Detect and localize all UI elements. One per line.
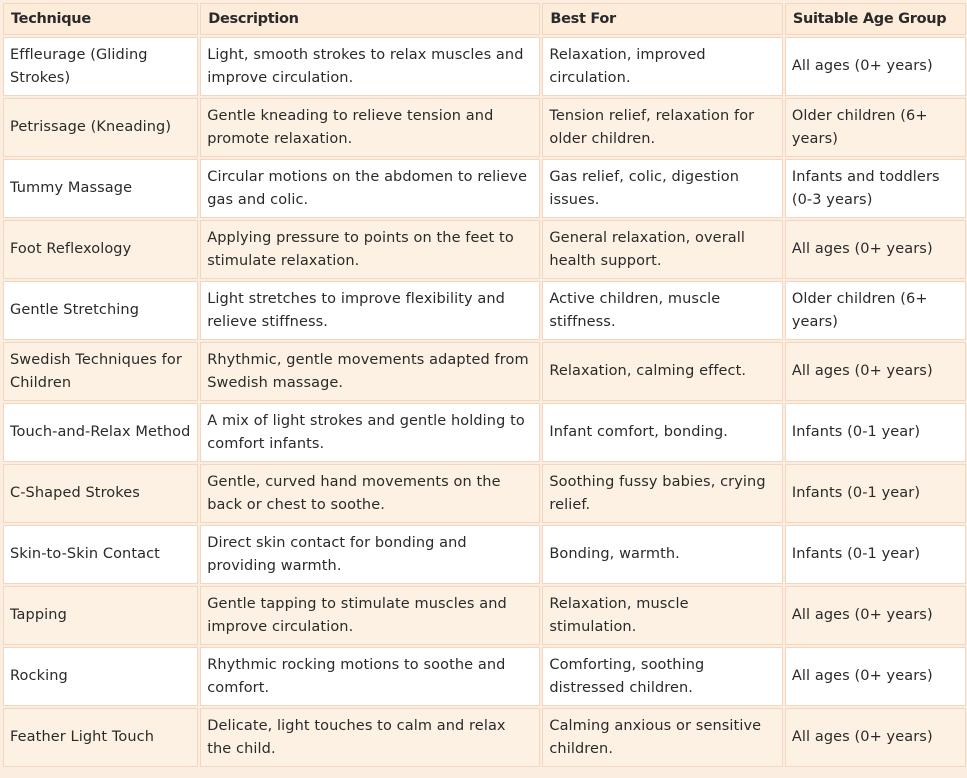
cell-technique: Gentle Stretching [3, 281, 198, 340]
cell-best-for: Relaxation, muscle stimulation. [542, 586, 783, 645]
cell-description: Applying pressure to points on the feet to stimulate relaxation. [200, 220, 540, 279]
cell-age-group: All ages (0+ years) [785, 647, 966, 706]
cell-description: Delicate, light touches to calm and relax the child. [200, 708, 540, 767]
cell-technique: C-Shaped Strokes [3, 464, 198, 523]
table-row [3, 159, 966, 218]
cell-description: Light, smooth strokes to relax muscles and improve circulation. [200, 37, 540, 96]
cell-best-for: Soothing fussy babies, crying relief. [542, 464, 783, 523]
cell-age-group: All ages (0+ years) [785, 708, 966, 767]
header-technique: Technique [3, 3, 198, 35]
table-header-row [3, 3, 966, 35]
cell-description: Light stretches to improve flexibility and relieve stiffness. [200, 281, 540, 340]
cell-technique: Swedish Techniques for Children [3, 342, 198, 401]
table-row [3, 586, 966, 645]
cell-age-group: All ages (0+ years) [785, 220, 966, 279]
cell-age-group: Infants (0-1 year) [785, 464, 966, 523]
cell-best-for: Bonding, warmth. [542, 525, 783, 584]
cell-best-for: Relaxation, calming effect. [542, 342, 783, 401]
cell-description: Rhythmic, gentle movements adapted from Swedish massage. [200, 342, 540, 401]
cell-description: Direct skin contact for bonding and providing warmth. [200, 525, 540, 584]
table-row [3, 220, 966, 279]
cell-best-for: Tension relief, relaxation for older children. [542, 98, 783, 157]
table-row [3, 647, 966, 706]
header-description: Description [200, 3, 540, 35]
header-best-for: Best For [542, 3, 783, 35]
header-age-group: Suitable Age Group [785, 3, 966, 35]
cell-technique: Tummy Massage [3, 159, 198, 218]
table-row [3, 708, 966, 767]
cell-age-group: Infants (0-1 year) [785, 525, 966, 584]
cell-technique: Petrissage (Kneading) [3, 98, 198, 157]
cell-best-for: Gas relief, colic, digestion issues. [542, 159, 783, 218]
cell-age-group: Infants and toddlers (0-3 years) [785, 159, 966, 218]
cell-age-group: All ages (0+ years) [785, 586, 966, 645]
cell-technique: Foot Reflexology [3, 220, 198, 279]
table-row [3, 281, 966, 340]
cell-best-for: Relaxation, improved circulation. [542, 37, 783, 96]
table-row [3, 464, 966, 523]
cell-age-group: All ages (0+ years) [785, 342, 966, 401]
cell-technique: Skin-to-Skin Contact [3, 525, 198, 584]
cell-technique: Rocking [3, 647, 198, 706]
cell-description: A mix of light strokes and gentle holding to comfort infants. [200, 403, 540, 462]
cell-age-group: Older children (6+ years) [785, 98, 966, 157]
table-row [3, 525, 966, 584]
cell-age-group: All ages (0+ years) [785, 37, 966, 96]
cell-technique: Touch-and-Relax Method [3, 403, 198, 462]
table-row [3, 342, 966, 401]
cell-description: Gentle tapping to stimulate muscles and improve circulation. [200, 586, 540, 645]
cell-technique: Feather Light Touch [3, 708, 198, 767]
table-row [3, 98, 966, 157]
cell-description: Circular motions on the abdomen to relieve gas and colic. [200, 159, 540, 218]
cell-best-for: Active children, muscle stiffness. [542, 281, 783, 340]
cell-technique: Tapping [3, 586, 198, 645]
cell-age-group: Infants (0-1 year) [785, 403, 966, 462]
cell-description: Rhythmic rocking motions to soothe and comfort. [200, 647, 540, 706]
cell-technique: Effleurage (Gliding Strokes) [3, 37, 198, 96]
cell-age-group: Older children (6+ years) [785, 281, 966, 340]
cell-description: Gentle, curved hand movements on the back or chest to soothe. [200, 464, 540, 523]
cell-description: Gentle kneading to relieve tension and promote relaxation. [200, 98, 540, 157]
cell-best-for: Infant comfort, bonding. [542, 403, 783, 462]
massage-techniques-table [1, 1, 967, 769]
table-row [3, 37, 966, 96]
table-row [3, 403, 966, 462]
cell-best-for: Comforting, soothing distressed children. [542, 647, 783, 706]
cell-best-for: Calming anxious or sensitive children. [542, 708, 783, 767]
cell-best-for: General relaxation, overall health support. [542, 220, 783, 279]
